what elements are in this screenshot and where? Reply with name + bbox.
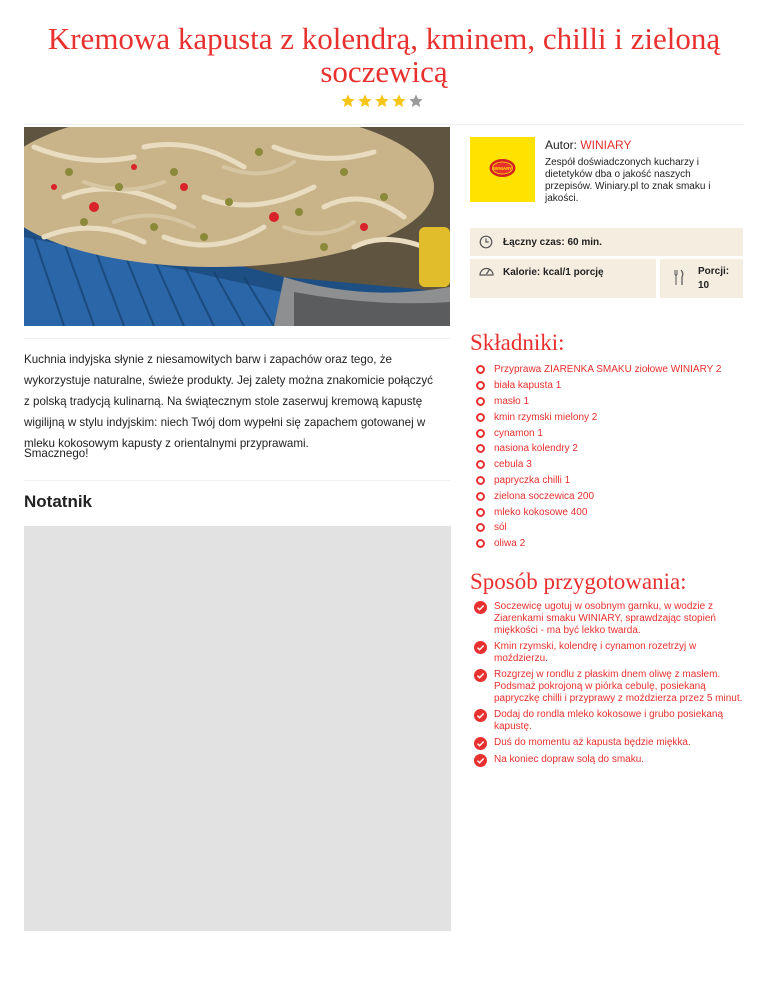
ingredient-label: kmin rzymski mielony 2 bbox=[494, 411, 598, 423]
ingredient-label: oliwa 2 bbox=[494, 538, 526, 550]
ingredient-label: mleko kokosowe 400 bbox=[494, 506, 588, 518]
check-circle-icon bbox=[474, 601, 487, 614]
preparation-title: Sposób przygotowania: bbox=[470, 569, 687, 594]
divider bbox=[24, 124, 744, 125]
ingredients-list bbox=[476, 362, 721, 552]
step-text: Kmin rzymski, kolendrę i cynamon rozetrzyj w moździerzu. bbox=[494, 641, 697, 664]
author-logo[interactable] bbox=[470, 137, 535, 202]
star-icon[interactable] bbox=[391, 93, 407, 109]
ingredient-label: cebula 3 bbox=[494, 459, 532, 471]
check-circle-icon bbox=[474, 754, 487, 767]
ingredient-label: nasiona kolendry 2 bbox=[494, 443, 578, 455]
ring-bullet-icon bbox=[476, 365, 485, 374]
star-icon[interactable] bbox=[357, 93, 373, 109]
ingredient-item[interactable] bbox=[476, 457, 721, 473]
ring-bullet-icon bbox=[476, 397, 485, 406]
check-circle-icon bbox=[474, 737, 487, 750]
preparation-step bbox=[474, 709, 744, 733]
author-description: Zespół doświadczonych kucharzy i dietetyków dba o jakość naszych przepisów. Winiary.pl to znak smaku i jakości. bbox=[545, 157, 711, 204]
star-icon[interactable] bbox=[374, 93, 390, 109]
ring-bullet-icon bbox=[476, 492, 485, 501]
ingredient-item[interactable] bbox=[476, 394, 721, 410]
ring-bullet-icon bbox=[476, 460, 485, 469]
calories: Kalorie: kcal/1 porcję bbox=[503, 267, 604, 278]
check-circle-icon bbox=[474, 641, 487, 654]
notes-title: Notatnik bbox=[24, 492, 92, 511]
portions-value: 10 bbox=[698, 280, 710, 291]
ring-bullet-icon bbox=[476, 523, 485, 532]
gauge-icon bbox=[478, 264, 495, 278]
ring-bullet-icon bbox=[476, 444, 485, 453]
ring-bullet-icon bbox=[476, 429, 485, 438]
ingredient-label: cynamon 1 bbox=[494, 427, 543, 439]
ingredient-item[interactable] bbox=[476, 409, 721, 425]
recipe-closing: Smacznego! bbox=[24, 447, 89, 460]
ring-bullet-icon bbox=[476, 508, 485, 517]
cutlery-icon bbox=[674, 270, 684, 285]
total-time: Łączny czas: 60 min. bbox=[503, 237, 602, 248]
star-icon[interactable] bbox=[408, 93, 424, 109]
star-icon[interactable] bbox=[340, 93, 356, 109]
recipe-description: Kuchnia indyjska słynie z niesamowitych barw i zapachów oraz tego, że wykorzystuje naturalne, świeże produkty. Jej zalety można znakomicie połączyć z polską tradycją kulinarną. Na świątecznym stole zaserwuj kremową kapustę wigilijną w stylu indyjskim: niech Twój dom wypełni się zapachem gotowanej w mleku kokosowym kapusty z orientalnymi przyprawami. bbox=[24, 353, 433, 450]
ingredient-item[interactable] bbox=[476, 536, 721, 552]
recipe-photo-illustration bbox=[24, 127, 450, 326]
ingredient-label: papryczka chilli 1 bbox=[494, 474, 571, 486]
ring-bullet-icon bbox=[476, 381, 485, 390]
portions-label: Porcji: bbox=[698, 266, 730, 277]
calories-box bbox=[470, 259, 656, 298]
ingredient-item[interactable] bbox=[476, 378, 721, 394]
author-line bbox=[545, 138, 631, 152]
ring-bullet-icon bbox=[476, 539, 485, 548]
recipe-photo bbox=[24, 127, 450, 326]
logo-text: WINIARY bbox=[492, 166, 513, 171]
ingredient-item[interactable] bbox=[476, 425, 721, 441]
ingredient-label: masło 1 bbox=[494, 395, 530, 407]
step-text: Soczewicę ugotuj w osobnym garnku, w wodzie z Ziarenkami smaku WINIARY, sprawdzając stopień miękkości - ma być lekko twarda. bbox=[494, 601, 716, 636]
ingredients-title: Składniki: bbox=[470, 330, 565, 355]
ingredient-item[interactable] bbox=[476, 441, 721, 457]
ingredient-label: sól bbox=[494, 522, 507, 534]
clock-icon bbox=[479, 235, 493, 249]
ring-bullet-icon bbox=[476, 413, 485, 422]
step-text: Na koniec dopraw solą do smaku. bbox=[494, 754, 645, 765]
preparation-step bbox=[474, 669, 744, 705]
ingredient-item[interactable] bbox=[476, 362, 721, 378]
recipe-title: Kremowa kapusta z kolendrą, kminem, chilli i zieloną soczewicą bbox=[47, 21, 721, 89]
step-text: Rozgrzej w rondlu z płaskim dnem oliwę z masłem. Podsmaż pokrojoną w piórka cebulę, posiekaną papryczkę chilli i przyprawy z moździerza przez 5 minut. bbox=[494, 669, 743, 704]
rating-stars[interactable] bbox=[340, 93, 424, 109]
preparation-step bbox=[474, 737, 744, 750]
check-circle-icon bbox=[474, 709, 487, 722]
check-circle-icon bbox=[474, 669, 487, 682]
ingredient-label: biała kapusta 1 bbox=[494, 380, 562, 392]
ingredient-item[interactable] bbox=[476, 520, 721, 536]
preparation-step bbox=[474, 754, 744, 767]
ingredient-item[interactable] bbox=[476, 473, 721, 489]
ingredient-item[interactable] bbox=[476, 504, 721, 520]
winiary-logo-icon bbox=[470, 137, 535, 202]
preparation-step bbox=[474, 601, 744, 637]
preparation-steps bbox=[474, 601, 744, 771]
step-text: Dodaj do rondla mleko kokosowe i grubo posiekaną kapustę. bbox=[494, 709, 724, 732]
preparation-step bbox=[474, 641, 744, 665]
author-link[interactable]: WINIARY bbox=[580, 138, 632, 152]
portions-box bbox=[660, 259, 743, 298]
ingredient-label: zielona soczewica 200 bbox=[494, 490, 595, 502]
total-time-box bbox=[470, 228, 743, 256]
author-label: Autor: bbox=[545, 138, 581, 152]
step-text: Duś do momentu aż kapusta będzie miękka. bbox=[494, 737, 691, 748]
notes-area[interactable] bbox=[24, 526, 451, 931]
ingredient-label: Przyprawa ZIARENKA SMAKU ziołowe WINIARY 2 bbox=[494, 364, 722, 376]
ingredient-item[interactable] bbox=[476, 488, 721, 504]
ring-bullet-icon bbox=[476, 476, 485, 485]
